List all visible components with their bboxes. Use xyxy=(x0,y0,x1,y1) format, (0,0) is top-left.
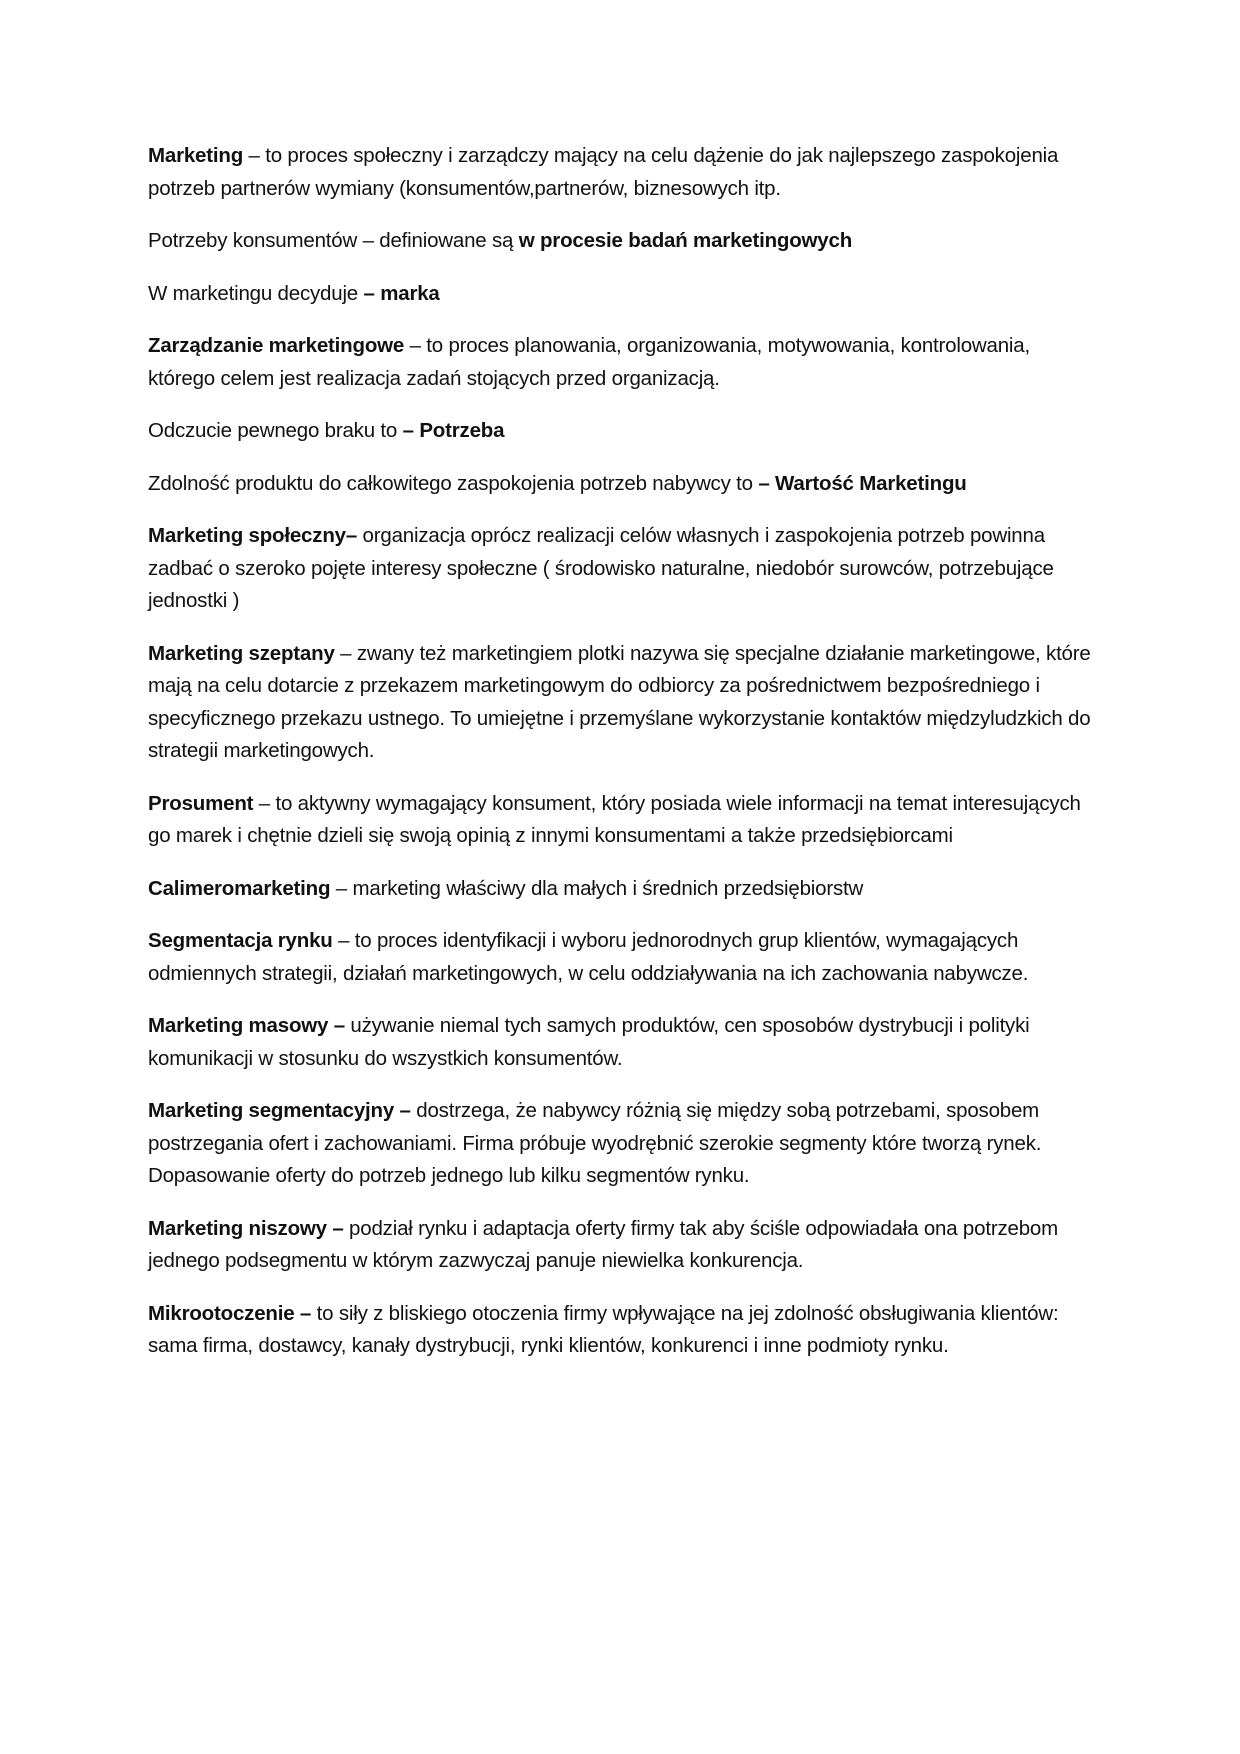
term-bold: Zarządzanie marketingowe xyxy=(148,334,405,357)
term-bold: Marketing niszowy – xyxy=(148,1216,344,1240)
definition-text: – to proces planowania, organizowania, motywowania, kontrolowania, którego celem jest realizacja zadań stojących przed organizacją. xyxy=(148,334,1030,390)
paragraph-marketing-szeptany xyxy=(148,638,1098,768)
paragraph-mikrootoczenie xyxy=(148,1298,1098,1363)
definition-text: – to proces identyfikacji i wyboru jednorodnych grup klientów, wymagających odmiennych strategii, działań marketingowych, w celu oddziaływania na ich zachowania nabywcze. xyxy=(148,929,1029,985)
answer-bold: w procesie badań marketingowych xyxy=(518,229,853,252)
term-bold: Segmentacja rynku xyxy=(148,929,333,952)
paragraph-segmentacja-rynku xyxy=(148,925,1098,990)
paragraph-potrzeby-konsumentow xyxy=(148,225,1098,258)
definition-text: – to aktywny wymagający konsument, który posiada wiele informacji na temat interesujących go marek i chętnie dzieli się swoją opinią z innymi konsumentami a także przedsiębiorcami xyxy=(148,791,1081,847)
paragraph-marketing-segmentacyjny xyxy=(148,1095,1098,1193)
answer-bold: – Potrzeba xyxy=(402,419,505,442)
paragraph-zdolnosc-produktu xyxy=(148,468,1098,501)
paragraph-odczucie-braku xyxy=(148,415,1098,448)
paragraph-zarzadzanie-marketingowe xyxy=(148,330,1098,395)
definition-text: używanie niemal tych samych produktów, cen sposobów dystrybucji i polityki komunikacji w stosunku do wszystkich konsumentów. xyxy=(148,1014,1030,1070)
term-bold: Mikrootoczenie – xyxy=(148,1301,312,1325)
term-bold: Marketing xyxy=(148,144,244,167)
statement-text: Odczucie pewnego braku to xyxy=(148,419,403,442)
paragraph-w-marketingu-decyduje xyxy=(148,278,1098,311)
statement-text: Zdolność produktu do całkowitego zaspokojenia potrzeb nabywcy to xyxy=(148,471,759,495)
definition-text: – to proces społeczny i zarządczy mający na celu dążenie do jak najlepszego zaspokojenia potrzeb partnerów wymiany (konsumentów,partnerów, biznesowych itp. xyxy=(148,144,1059,200)
document-page xyxy=(148,140,1098,1383)
definition-text: podział rynku i adaptacja oferty firmy tak aby ściśle odpowiadała ona potrzebom jednego podsegmentu w którym zazwyczaj panuje niewielka konkurencja. xyxy=(148,1216,1058,1272)
definition-text: – marketing właściwy dla małych i średnich przedsiębiorstw xyxy=(330,876,864,900)
term-bold: Prosument xyxy=(148,791,254,815)
statement-text: W marketingu decyduje xyxy=(148,281,364,305)
definition-text: to siły z bliskiego otoczenia firmy wpływające na jej zdolność obsługiwania klientów: sama firma, dostawcy, kanały dystrybucji, rynki klientów, konkurenci i inne podmioty rynku. xyxy=(148,1301,1059,1357)
term-bold: Marketing masowy – xyxy=(148,1014,345,1037)
definition-text: – zwany też marketingiem plotki nazywa się specjalne działanie marketingowe, które mają na celu dotarcie z przekazem marketingowym do odbiorcy za pośrednictwem bezpośredniego i specyficznego przekazu ustnego. To umiejętne i przemyślane wykorzystanie kontaktów międzyludzkich do strategii marketingowych. xyxy=(148,641,1091,762)
answer-bold: – Wartość Marketingu xyxy=(758,471,967,495)
paragraph-calimeromarketing xyxy=(148,873,1098,906)
definition-text: dostrzega, że nabywcy różnią się między sobą potrzebami, sposobem postrzegania ofert i zachowaniami. Firma próbuje wyodrębnić szerokie segmenty które tworzą rynek. Dopasowanie oferty do potrzeb jednego lub kilku segmentów rynku. xyxy=(148,1099,1042,1187)
statement-text: Potrzeby konsumentów – definiowane są xyxy=(148,229,519,252)
term-bold: Marketing segmentacyjny – xyxy=(148,1099,411,1122)
answer-bold: – marka xyxy=(363,281,440,305)
definition-text: organizacja oprócz realizacji celów własnych i zaspokojenia potrzeb powinna zadbać o szeroko pojęte interesy społeczne ( środowisko naturalne, niedobór surowców, potrzebujące jednostki ) xyxy=(148,524,1054,612)
term-bold: Marketing szeptany xyxy=(148,641,335,665)
term-bold: Marketing społeczny– xyxy=(148,524,358,547)
paragraph-marketing-niszowy xyxy=(148,1213,1098,1278)
paragraph-marketing xyxy=(148,140,1098,205)
paragraph-prosument xyxy=(148,788,1098,853)
paragraph-marketing-spoleczny xyxy=(148,520,1098,618)
paragraph-marketing-masowy xyxy=(148,1010,1098,1075)
term-bold: Calimeromarketing xyxy=(148,876,331,900)
